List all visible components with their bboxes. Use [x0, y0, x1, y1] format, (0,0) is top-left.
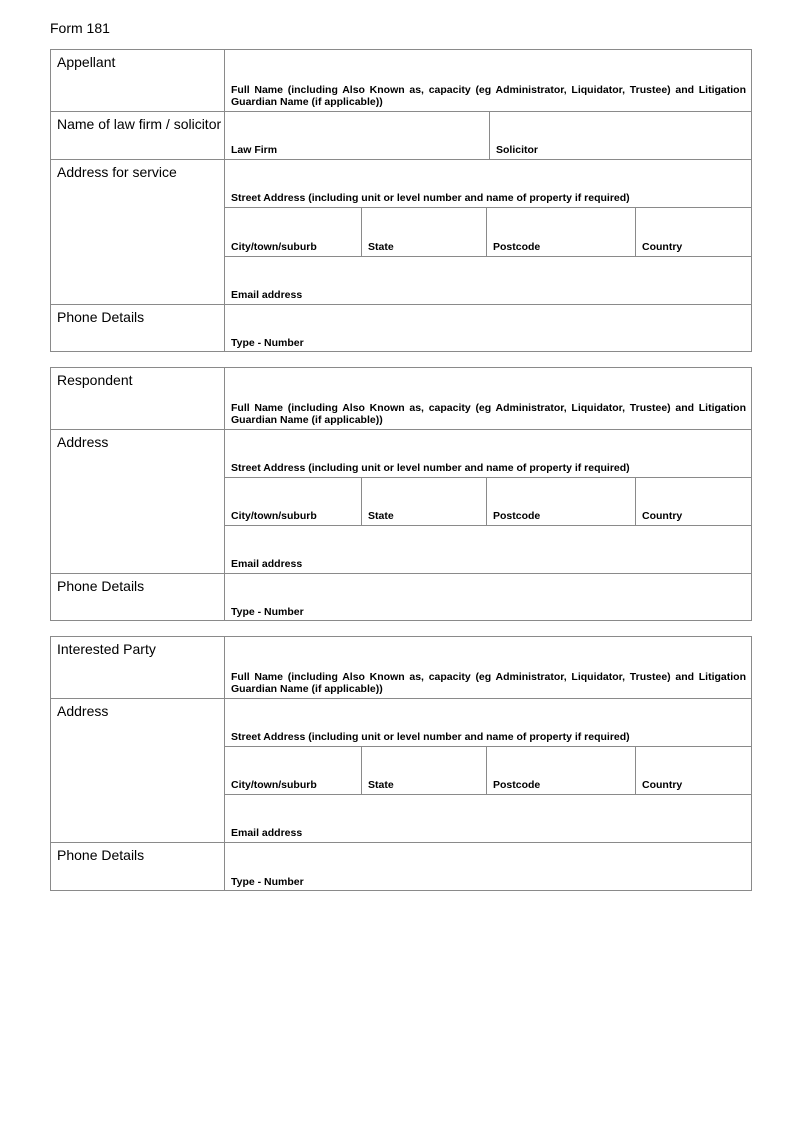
- form-number: Form 181: [50, 20, 110, 36]
- respondent-city-field[interactable]: [224, 477, 361, 525]
- phone-caption: Type - Number: [231, 876, 304, 888]
- street-caption: Street Address (including unit or level number and name of property if required): [231, 731, 630, 743]
- respondent-postcode-field[interactable]: [486, 477, 635, 525]
- interested-party-city-field[interactable]: [224, 746, 361, 794]
- interested-party-address-label-cell: [51, 698, 224, 842]
- full-name-caption: Full Name (including Also Known as, capacity (eg Administrator, Liquidator, Trustee) and Litigation Guardian Name (if applicable)): [231, 84, 746, 108]
- respondent-address-label: Address: [57, 434, 109, 450]
- respondent-state-field[interactable]: [361, 477, 486, 525]
- respondent-phone-label: Phone Details: [57, 578, 145, 594]
- city-caption: City/town/suburb: [231, 241, 317, 253]
- law-firm-label: Name of law firm / solicitor: [57, 116, 222, 132]
- street-caption: Street Address (including unit or level number and name of property if required): [231, 462, 630, 474]
- interested-party-phone-label: Phone Details: [57, 847, 145, 863]
- respondent-address-label-cell: [51, 429, 224, 573]
- phone-caption: Type - Number: [231, 606, 304, 618]
- appellant-phone-label-cell: [51, 304, 224, 352]
- email-caption: Email address: [231, 289, 303, 301]
- state-caption: State: [368, 779, 394, 791]
- country-caption: Country: [642, 241, 683, 253]
- interested-party-section: [50, 636, 752, 891]
- respondent-phone-label-cell: [51, 573, 224, 621]
- postcode-caption: Postcode: [493, 241, 541, 253]
- postcode-caption: Postcode: [493, 779, 541, 791]
- street-caption: Street Address (including unit or level number and name of property if required): [231, 192, 630, 204]
- service-address-label: Address for service: [57, 164, 177, 180]
- full-name-caption: Full Name (including Also Known as, capacity (eg Administrator, Liquidator, Trustee) and Litigation Guardian Name (if applicable)): [231, 402, 746, 426]
- respondent-label-cell: [51, 368, 224, 429]
- country-caption: Country: [642, 779, 683, 791]
- interested-party-street-field[interactable]: [224, 698, 752, 746]
- respondent-street-field[interactable]: [224, 429, 752, 477]
- interested-party-postcode-field[interactable]: [486, 746, 635, 794]
- interested-party-phone-field[interactable]: [224, 842, 752, 891]
- appellant-label-cell: [51, 50, 224, 111]
- respondent-phone-field[interactable]: [224, 573, 752, 621]
- respondent-email-field[interactable]: [224, 525, 752, 573]
- law-firm-label-cell: [51, 111, 224, 159]
- appellant-city-field[interactable]: [224, 207, 361, 256]
- law-firm-field[interactable]: [224, 111, 489, 159]
- interested-party-label-cell: [51, 637, 224, 698]
- appellant-phone-label: Phone Details: [57, 309, 145, 325]
- appellant-country-field[interactable]: [635, 207, 752, 256]
- appellant-email-field[interactable]: [224, 256, 752, 304]
- state-caption: State: [368, 510, 394, 522]
- respondent-full-name-field[interactable]: [224, 368, 752, 429]
- postcode-caption: Postcode: [493, 510, 541, 522]
- appellant-postcode-field[interactable]: [486, 207, 635, 256]
- law-firm-caption: Law Firm: [231, 144, 278, 156]
- city-caption: City/town/suburb: [231, 779, 317, 791]
- city-caption: City/town/suburb: [231, 510, 317, 522]
- email-caption: Email address: [231, 827, 303, 839]
- appellant-phone-field[interactable]: [224, 304, 752, 352]
- email-caption: Email address: [231, 558, 303, 570]
- interested-party-title: Interested Party: [57, 641, 156, 657]
- interested-party-state-field[interactable]: [361, 746, 486, 794]
- interested-party-address-label: Address: [57, 703, 109, 719]
- interested-party-email-field[interactable]: [224, 794, 752, 842]
- interested-party-full-name-field[interactable]: [224, 637, 752, 698]
- country-caption: Country: [642, 510, 683, 522]
- solicitor-field[interactable]: [489, 111, 752, 159]
- respondent-country-field[interactable]: [635, 477, 752, 525]
- appellant-full-name-field[interactable]: [224, 50, 752, 111]
- solicitor-caption: Solicitor: [496, 144, 539, 156]
- appellant-state-field[interactable]: [361, 207, 486, 256]
- respondent-title: Respondent: [57, 372, 133, 388]
- service-address-label-cell: [51, 159, 224, 304]
- interested-party-country-field[interactable]: [635, 746, 752, 794]
- full-name-caption: Full Name (including Also Known as, capacity (eg Administrator, Liquidator, Trustee) and Litigation Guardian Name (if applicable)): [231, 671, 746, 695]
- appellant-section: [50, 49, 752, 352]
- respondent-section: [50, 367, 752, 621]
- appellant-title: Appellant: [57, 54, 116, 70]
- interested-party-phone-label-cell: [51, 842, 224, 891]
- appellant-street-field[interactable]: [224, 159, 752, 207]
- state-caption: State: [368, 241, 394, 253]
- phone-caption: Type - Number: [231, 337, 304, 349]
